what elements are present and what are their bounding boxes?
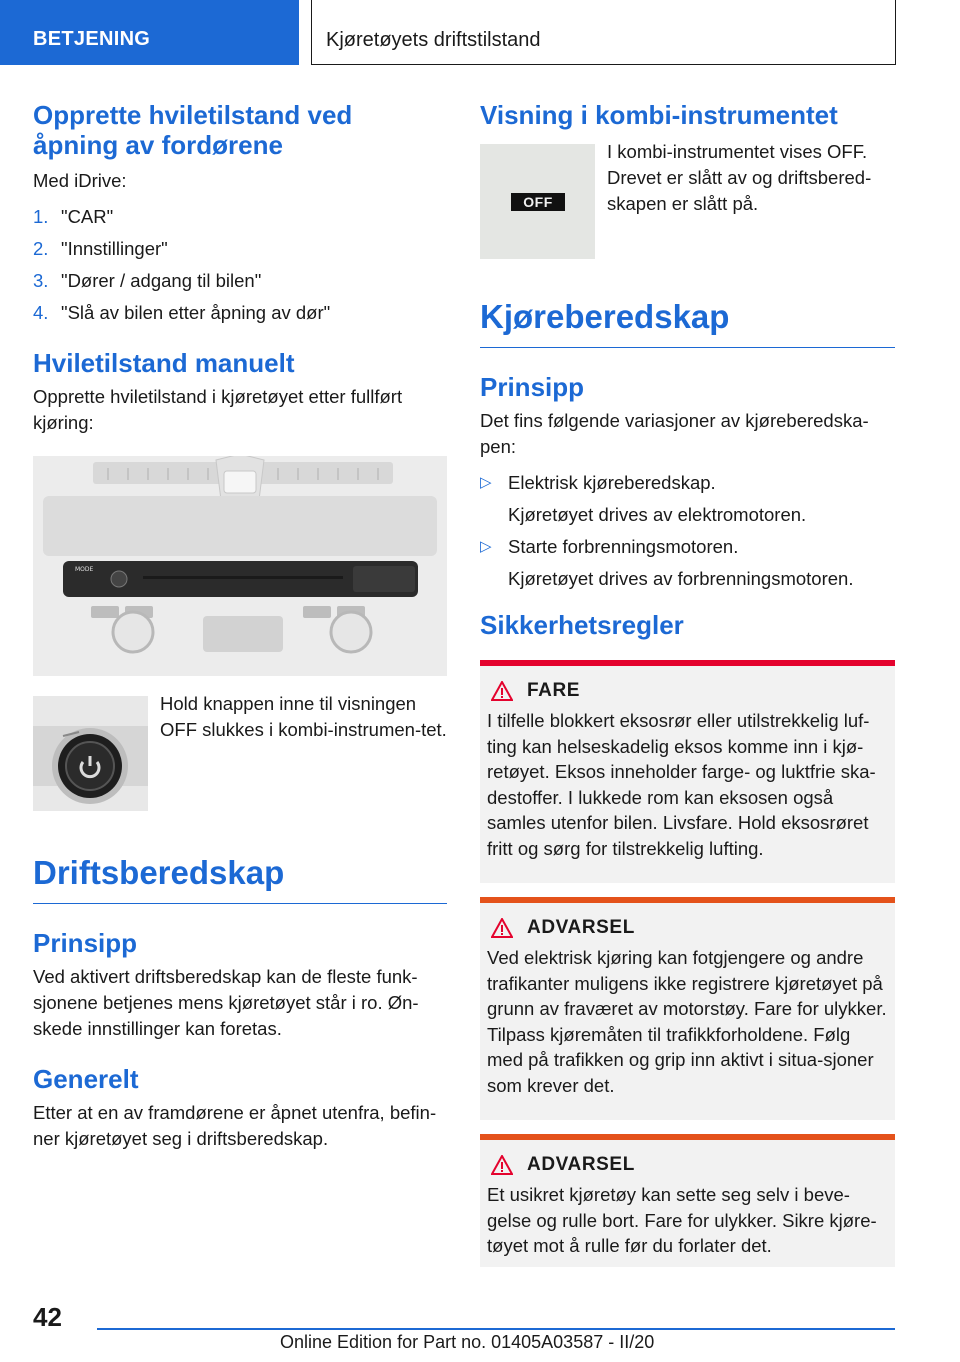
heading-driftsberedskap: Driftsberedskap [33, 853, 447, 904]
warning-box-fare [480, 660, 895, 883]
left-column [33, 100, 447, 1152]
off-display-image [480, 144, 595, 259]
list-item: 2. "Innstillinger" [33, 238, 168, 259]
list-item-note: Kjøretøyet drives av elektromotoren. [508, 504, 807, 525]
warning-title: ADVARSEL [527, 917, 635, 938]
list-item: 1. "CAR" [33, 206, 114, 227]
power-knob-photo [33, 696, 148, 811]
heading-generelt: Generelt [33, 1064, 139, 1094]
triangle-bullet-icon: ▷ [480, 474, 492, 491]
warning-text: I tilfelle blokkert eksosrør eller utilstrekkelig luf-ting kan helseskadelig eksos komme inn i kjø-retøyet. Eksos inneholder farge- og luktfrie ska-destoffer. I lukkede rom kan eksosen også samles utenfor bilen. Livsfare. Hold eksosrøret fritt og sørg for tilstrekkelig lufting. [487, 710, 876, 859]
warning-triangle-icon [491, 681, 513, 701]
warning-box-advarsel-1 [480, 897, 895, 1120]
chapter-box [311, 0, 896, 65]
section-tab [0, 0, 299, 65]
kombi-text: I kombi-instrumentet vises OFF. Drevet er slått av og driftsbered-skapen er slått på. [607, 141, 872, 214]
warning-triangle-icon [491, 918, 513, 938]
warning-title: ADVARSEL [527, 1154, 635, 1175]
list-item-note: Kjøretøyet drives av forbrenningsmotoren. [508, 568, 854, 589]
idrive-steps [33, 204, 447, 326]
edition-text: Online Edition for Part no. 01405A03587 - II/20 [280, 1332, 655, 1352]
intro-idrive: Med iDrive: [33, 170, 127, 191]
heading-sikkerhetsregler: Sikkerhetsregler [480, 610, 684, 640]
knob-caption: Hold knappen inne til visningen OFF slukkes i kombi-instrumen-tet. [160, 693, 447, 740]
kombi-block [480, 141, 895, 259]
warning-title: FARE [527, 680, 581, 701]
right-column [480, 100, 895, 1267]
heading-prinsipp-drift: Prinsipp [33, 928, 138, 958]
heading-kjoreberedskap: Kjøreberedskap [480, 297, 895, 348]
triangle-bullet-icon: ▷ [480, 538, 492, 555]
heading-prinsipp-kjore: Prinsipp [480, 372, 585, 402]
list-item: ▷ Starte forbrenningsmotoren. [480, 534, 895, 560]
hviletilstand-text: Opprette hviletilstand i kjøretøyet etter fullført kjøring: [33, 386, 403, 433]
warning-text: Ved elektrisk kjøring kan fotgjengere og andre trafikanter muligens ikke registrere kjøretøyet på grunn av fraværet av motorstøy. Fare for ulykker. Tilpass kjøremåten til trafikkforholdene. Følg med på trafikken og grip inn aktivt i situa-sjoner som krever det. [487, 947, 887, 1096]
driftsberedskap-text: Ved aktivert driftsberedskap kan de fleste funk-sjonene betjenes mens kjøretøyet står i ro. Øn-skede innstillinger kan foretas. [33, 966, 419, 1039]
chapter-title: Kjøretøyets driftstilstand [326, 29, 541, 51]
list-item: 3. "Dører / adgang til bilen" [33, 270, 262, 291]
kjoreberedskap-list [480, 470, 895, 592]
list-item: ▷ Elektrisk kjøreberedskap. [480, 470, 895, 496]
heading-hviletilstand-manuelt: Hviletilstand manuelt [33, 348, 295, 378]
footer-divider [97, 1328, 895, 1330]
center-console-illustration [33, 456, 447, 676]
heading-hviletilstand-fordorer: Opprette hviletilstand ved åpning av fordørene [33, 100, 353, 160]
heading-visning-kombi: Visning i kombi-instrumentet [480, 100, 838, 130]
warning-box-advarsel-2 [480, 1134, 895, 1267]
mode-label: MODE [75, 566, 94, 573]
knob-block [33, 693, 447, 811]
page-number: 42 [33, 1302, 62, 1332]
generelt-text: Etter at en av framdørene er åpnet utenfra, befin-ner kjøretøyet seg i driftsberedskap. [33, 1102, 437, 1149]
warning-triangle-icon [491, 1155, 513, 1175]
warning-text: Et usikret kjøretøy kan sette seg selv i beve-gelse og rulle bort. Fare for ulykker. Sikre kjøre-tøyet mot å rulle før du forlater det. [487, 1184, 877, 1256]
list-item: 4. "Slå av bilen etter åpning av dør" [33, 302, 331, 323]
section-title: BETJENING [33, 28, 151, 50]
kjoreberedskap-text: Det fins følgende variasjoner av kjøreberedska-pen: [480, 410, 869, 457]
off-display-label: OFF [511, 193, 565, 211]
power-knob-illustration [33, 696, 148, 811]
center-console-photo [33, 456, 447, 676]
